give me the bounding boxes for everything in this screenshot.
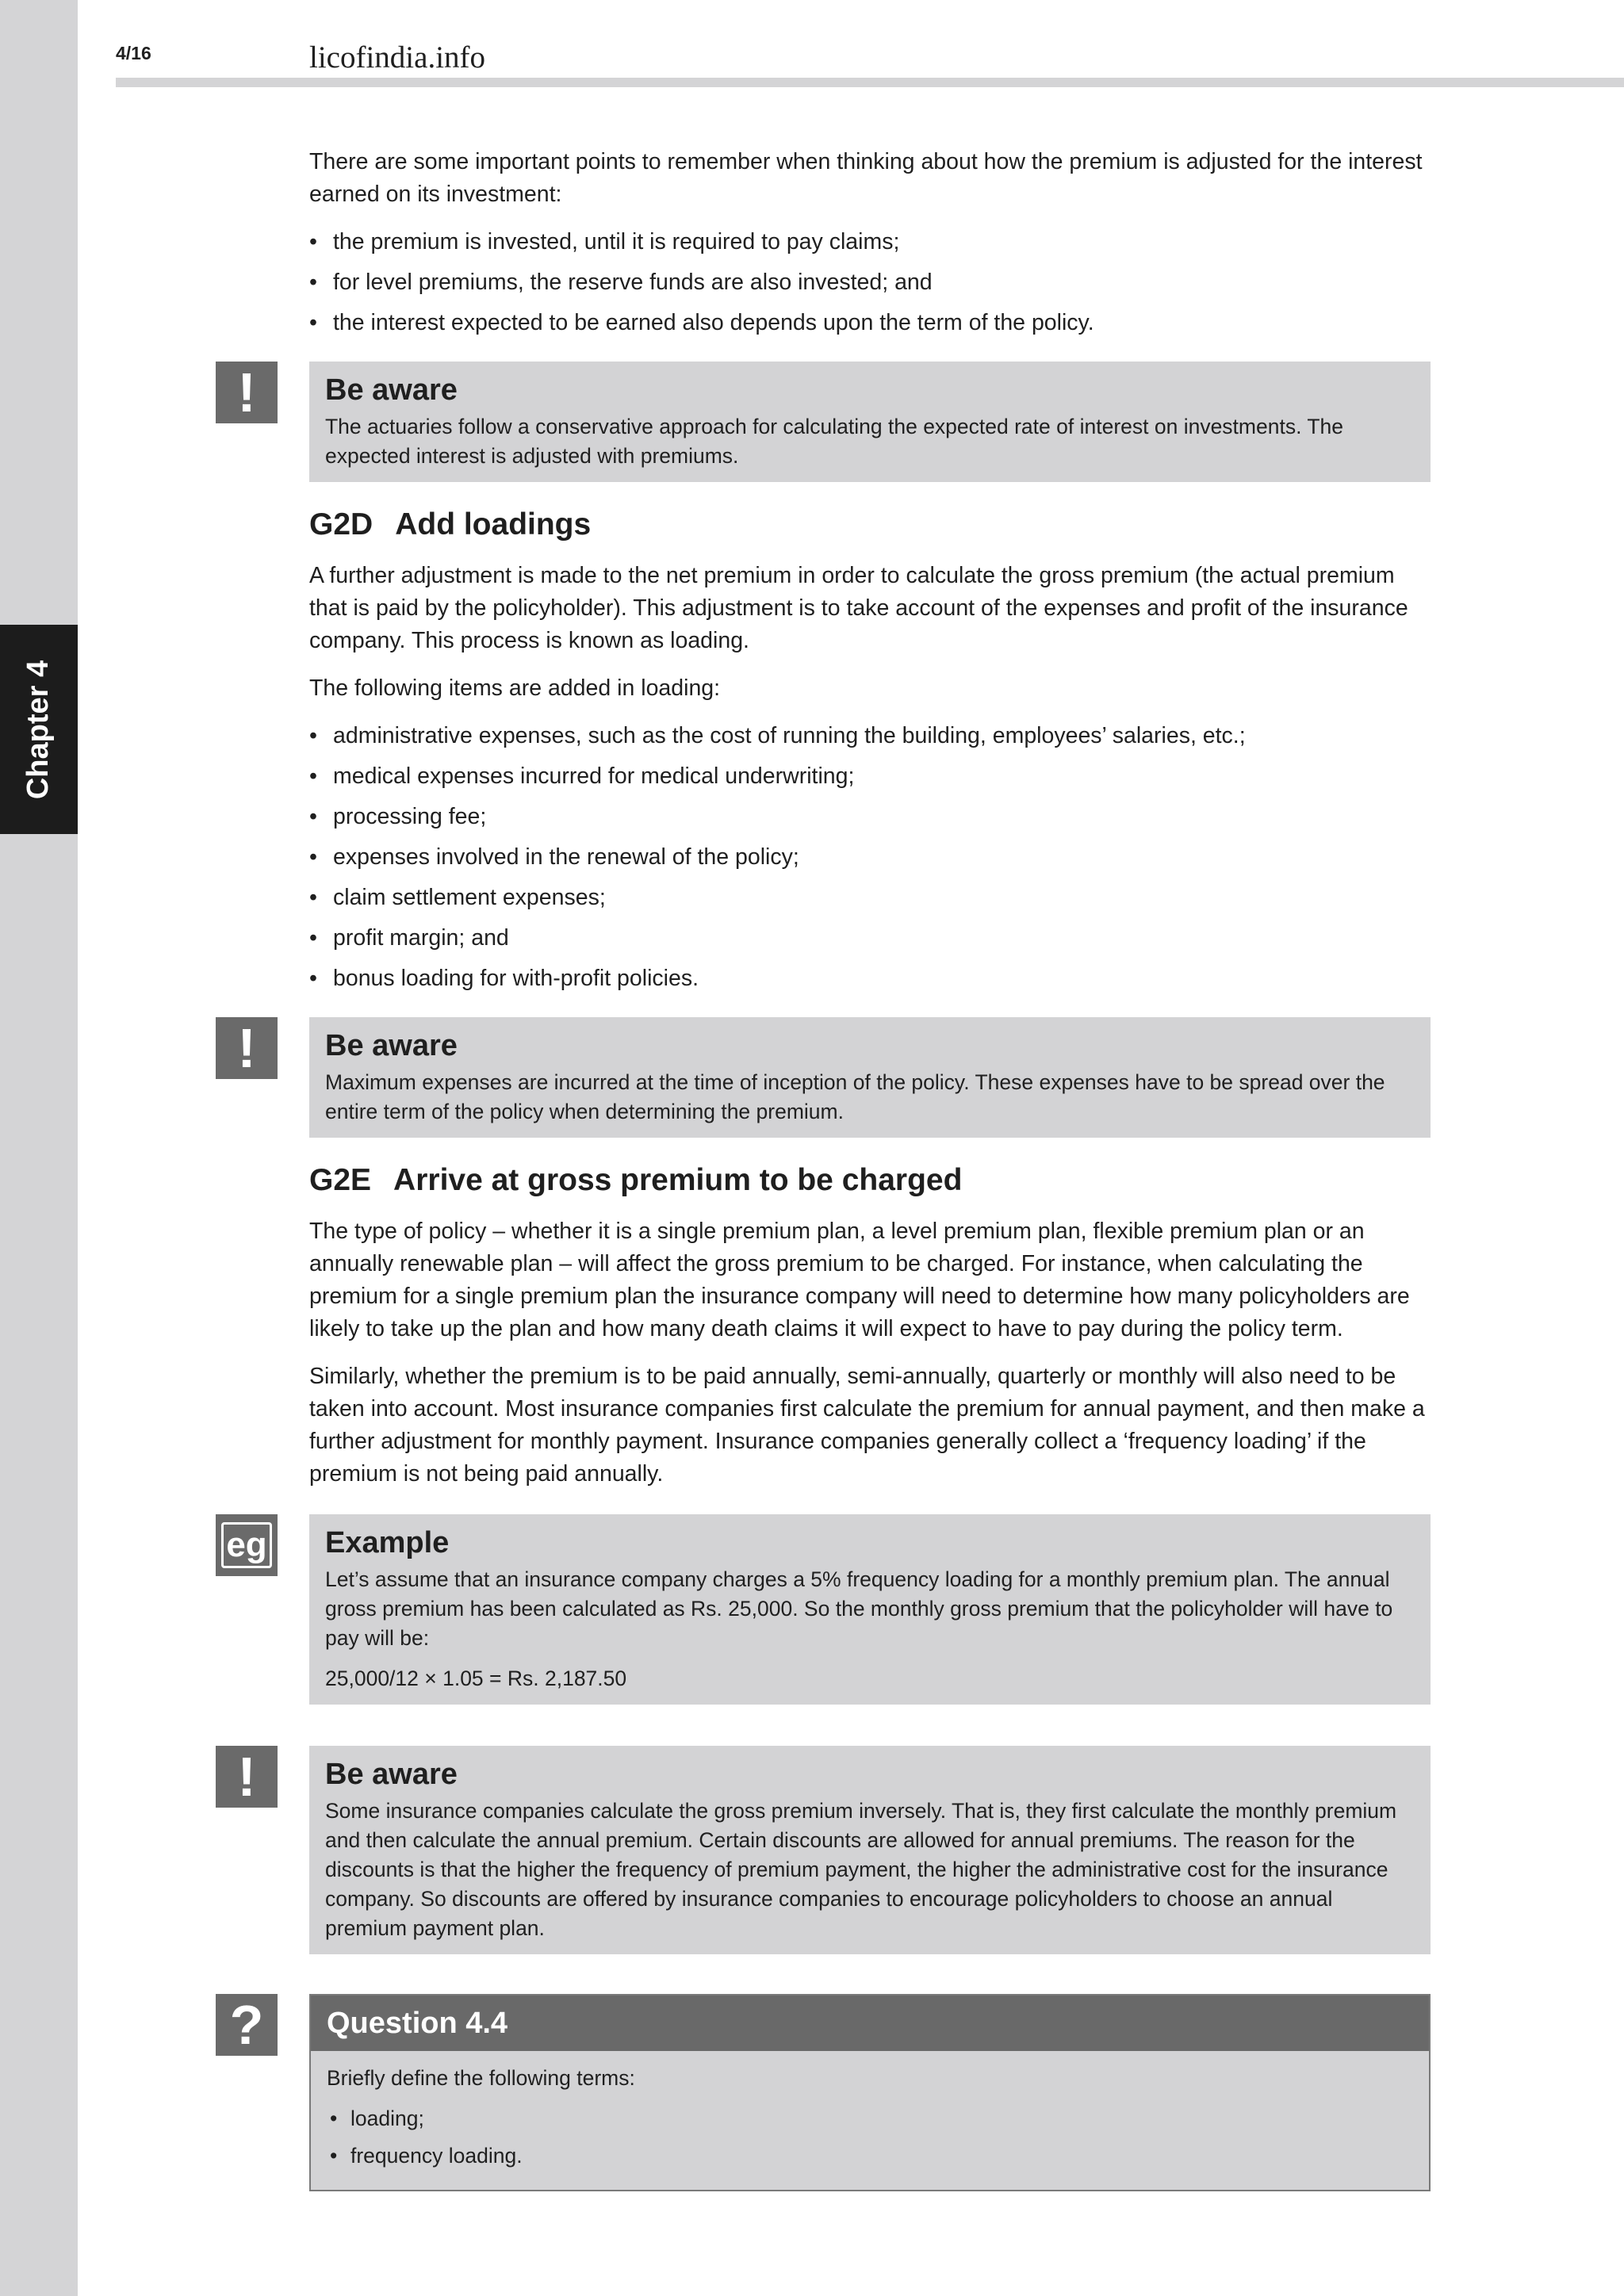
callout-box xyxy=(309,1017,1431,1138)
be-aware-callout xyxy=(237,362,1431,482)
callout-box xyxy=(309,1514,1431,1705)
list-item: • bonus loading for with-profit policies. xyxy=(309,962,1431,995)
eg-icon: eg xyxy=(216,1514,278,1576)
body-paragraph: The type of policy – whether it is a single premium plan, a level premium plan, flexible premium plan or an annually renewable plan – will affect the gross premium to be charged. For instance, when calculating the premium for a single premium plan the insurance company will need to determine how many policyholders are likely to take up the plan and how many death claims it will expect to have to pay during the policy term. xyxy=(309,1219,1410,1341)
page-number: 4/16 xyxy=(116,43,151,63)
list-item: • profit margin; and xyxy=(309,922,1431,955)
callout-text: The actuaries follow a conservative approach for calculating the expected rate of interest on investments. The expected interest is adjusted with premiums. xyxy=(325,415,1343,468)
question-callout xyxy=(229,1994,1431,2191)
exclamation-icon: ! xyxy=(216,362,278,423)
list-item: • processing fee; xyxy=(309,801,1431,833)
section-title: Add loadings xyxy=(395,507,592,541)
callout-title: Be aware xyxy=(325,1758,458,1791)
loading-items-list xyxy=(309,720,1431,995)
list-item: • medical expenses incurred for medical underwriting; xyxy=(309,760,1431,793)
site-name: licofindia.info xyxy=(309,40,486,75)
example-formula: 25,000/12 × 1.05 = Rs. 2,187.50 xyxy=(325,1667,627,1690)
section-code: G2D xyxy=(309,507,373,541)
question-title: Question 4.4 xyxy=(311,1996,1429,2051)
section-heading xyxy=(309,1161,1431,1200)
callout-title: Example xyxy=(325,1526,450,1559)
sidebar-strip xyxy=(0,0,78,2296)
section-heading xyxy=(309,506,1431,544)
question-mark-icon: ? xyxy=(216,1994,278,2056)
page-content xyxy=(226,146,1431,2215)
header-rule xyxy=(116,78,1624,87)
body-paragraph: Similarly, whether the premium is to be paid annually, semi-annually, quarterly or monthly will also need to be taken into account. Most insurance companies first calculate the premium for annual payment, and then make a further adjustment for monthly payment. Insurance companies generally collect a ‘frequency loading’ if the premium is not being paid annually. xyxy=(309,1364,1425,1487)
intro-paragraph: There are some important points to remember when thinking about how the premium is adjusted for the interest earned on its investment: xyxy=(309,149,1423,207)
list-item: • administrative expenses, such as the cost of running the building, employees’ salaries, etc.; xyxy=(309,720,1431,752)
callout-title: Be aware xyxy=(325,373,458,407)
section-title: Arrive at gross premium to be charged xyxy=(393,1163,963,1197)
body-paragraph: The following items are added in loading: xyxy=(309,675,721,701)
question-body xyxy=(311,2051,1429,2190)
intro-bullet-list xyxy=(309,226,1431,339)
callout-title: Be aware xyxy=(325,1029,458,1062)
list-item: • the premium is invested, until it is required to pay claims; xyxy=(309,226,1431,258)
section-code: G2E xyxy=(309,1163,372,1197)
exclamation-icon: ! xyxy=(216,1746,278,1808)
list-item: • frequency loading. xyxy=(327,2141,1413,2171)
list-item: • the interest expected to be earned also depends upon the term of the policy. xyxy=(309,307,1431,339)
question-terms-list xyxy=(327,2104,1413,2171)
callout-box xyxy=(309,362,1431,482)
example-callout xyxy=(226,1514,1431,1705)
list-item: • loading; xyxy=(327,2104,1413,2133)
callout-text: Let’s assume that an insurance company charges a 5% frequency loading for a monthly premium plan. The annual gross premium has been calculated as Rs. 25,000. So the monthly gross premium that the policyholder will have to pay will be: xyxy=(325,1567,1393,1650)
chapter-tab xyxy=(0,625,78,834)
list-item: • for level premiums, the reserve funds are also invested; and xyxy=(309,266,1431,299)
callout-box xyxy=(309,1746,1431,1954)
callout-text: Some insurance companies calculate the gross premium inversely. That is, they first calculate the monthly premium and then calculate the annual premium. Certain discounts are allowed for annual premiums. The reason for the discounts is that the higher the frequency of premium payment, the higher the administrative cost for the insurance company. So discounts are offered by insurance companies to encourage policyholders to choose an annual premium payment plan. xyxy=(325,1799,1397,1940)
list-item: • claim settlement expenses; xyxy=(309,882,1431,914)
chapter-label: Chapter 4 xyxy=(21,660,56,799)
be-aware-callout xyxy=(237,1017,1431,1138)
question-prompt: Briefly define the following terms: xyxy=(327,2066,635,2090)
exclamation-icon: ! xyxy=(216,1017,278,1079)
callout-text: Maximum expenses are incurred at the time of inception of the policy. These expenses have to be spread over the entire term of the policy when determining the premium. xyxy=(325,1070,1385,1123)
body-paragraph: A further adjustment is made to the net premium in order to calculate the gross premium (the actual premium that is paid by the policyholder). This adjustment is to take account of the expenses and profit of the insurance company. This process is known as loading. xyxy=(309,563,1408,653)
list-item: • expenses involved in the renewal of the policy; xyxy=(309,841,1431,874)
question-box xyxy=(309,1994,1431,2191)
be-aware-callout xyxy=(237,1746,1431,1954)
